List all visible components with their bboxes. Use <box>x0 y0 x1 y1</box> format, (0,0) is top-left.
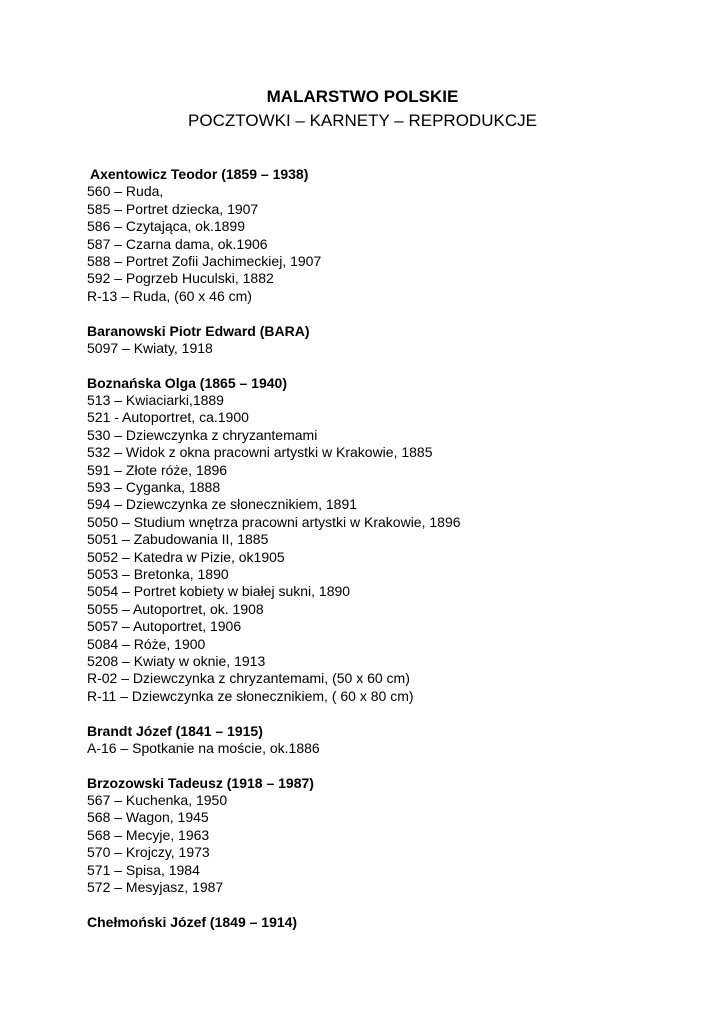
artist-heading: Brandt Józef (1841 – 1915) <box>87 722 263 739</box>
works-list <box>87 340 687 357</box>
artist-section-chelmonski <box>87 914 687 931</box>
work-item: 560 – Ruda, <box>87 183 164 200</box>
work-item: 5208 – Kwiaty w oknie, 1913 <box>87 652 266 669</box>
work-item: 572 – Mesyjasz, 1987 <box>87 879 224 896</box>
work-item: 532 – Widok z okna pracowni artystki w Krakowie, 1885 <box>87 444 433 461</box>
work-item: 585 – Portret dziecka, 1907 <box>87 200 259 217</box>
works-list <box>87 792 687 896</box>
artist-section-brzozowski <box>87 775 687 897</box>
artist-section-axentowicz <box>87 166 687 305</box>
work-item: 568 – Mecyje, 1963 <box>87 826 210 843</box>
work-item: 5055 – Autoportret, ok. 1908 <box>87 600 264 617</box>
document-title: MALARSTWO POLSKIE <box>266 87 459 106</box>
work-item: R-02 – Dziewczynka z chryzantemami, (50 x 60 cm) <box>87 670 410 687</box>
works-list <box>87 183 687 305</box>
artist-section-boznanska <box>87 375 687 705</box>
work-item: 513 – Kwiaciarki,1889 <box>87 392 224 409</box>
work-item: 5052 – Katedra w Pizie, ok1905 <box>87 548 285 565</box>
works-list <box>87 740 687 757</box>
work-item: 587 – Czarna dama, ok.1906 <box>87 235 268 252</box>
work-item: 593 – Cyganka, 1888 <box>87 479 221 496</box>
document-subtitle: POCZTOWKI – KARNETY – REPRODUKCJE <box>188 111 537 130</box>
artist-heading: Boznańska Olga (1865 – 1940) <box>87 374 287 391</box>
work-item: 5053 – Bretonka, 1890 <box>87 565 229 582</box>
work-item: 592 – Pogrzeb Huculski, 1882 <box>87 270 274 287</box>
work-item: A-16 – Spotkanie na moście, ok.1886 <box>87 739 320 756</box>
work-item: 5050 – Studium wnętrza pracowni artystki w Krakowie, 1896 <box>87 513 461 530</box>
work-item: R-13 – Ruda, (60 x 46 cm) <box>87 287 252 304</box>
work-item: 5084 – Róże, 1900 <box>87 635 206 652</box>
work-item: 588 – Portret Zofii Jachimeckiej, 1907 <box>87 252 322 269</box>
work-item: 5054 – Portret kobiety w białej sukni, 1890 <box>87 583 351 600</box>
artist-heading: Axentowicz Teodor (1859 – 1938) <box>90 166 309 182</box>
catalog-list <box>87 166 687 949</box>
artist-section-brandt <box>87 723 687 758</box>
work-item: 5057 – Autoportret, 1906 <box>87 618 242 635</box>
work-item: 571 – Spisa, 1984 <box>87 861 200 878</box>
work-item: 567 – Kuchenka, 1950 <box>87 792 228 809</box>
artist-heading: Brzozowski Tadeusz (1918 – 1987) <box>87 774 314 791</box>
work-item: 521 - Autoportret, ca.1900 <box>87 409 249 426</box>
work-item: 591 – Złote róże, 1896 <box>87 461 228 478</box>
artist-heading: Baranowski Piotr Edward (BARA) <box>87 322 310 339</box>
work-item: 5051 – Zabudowania II, 1885 <box>87 531 269 548</box>
work-item: 586 – Czytająca, ok.1899 <box>87 218 245 235</box>
work-item: R-11 – Dziewczynka ze słonecznikiem, ( 60 x 80 cm) <box>87 687 414 704</box>
artist-section-baranowski <box>87 323 687 358</box>
work-item: 5097 – Kwiaty, 1918 <box>87 339 213 356</box>
works-list <box>87 392 687 705</box>
work-item: 530 – Dziewczynka z chryzantemami <box>87 426 318 443</box>
work-item: 570 – Krojczy, 1973 <box>87 844 210 861</box>
work-item: 594 – Dziewczynka ze słonecznikiem, 1891 <box>87 496 358 513</box>
artist-heading: Chełmoński Józef (1849 – 1914) <box>87 913 298 930</box>
work-item: 568 – Wagon, 1945 <box>87 809 209 826</box>
